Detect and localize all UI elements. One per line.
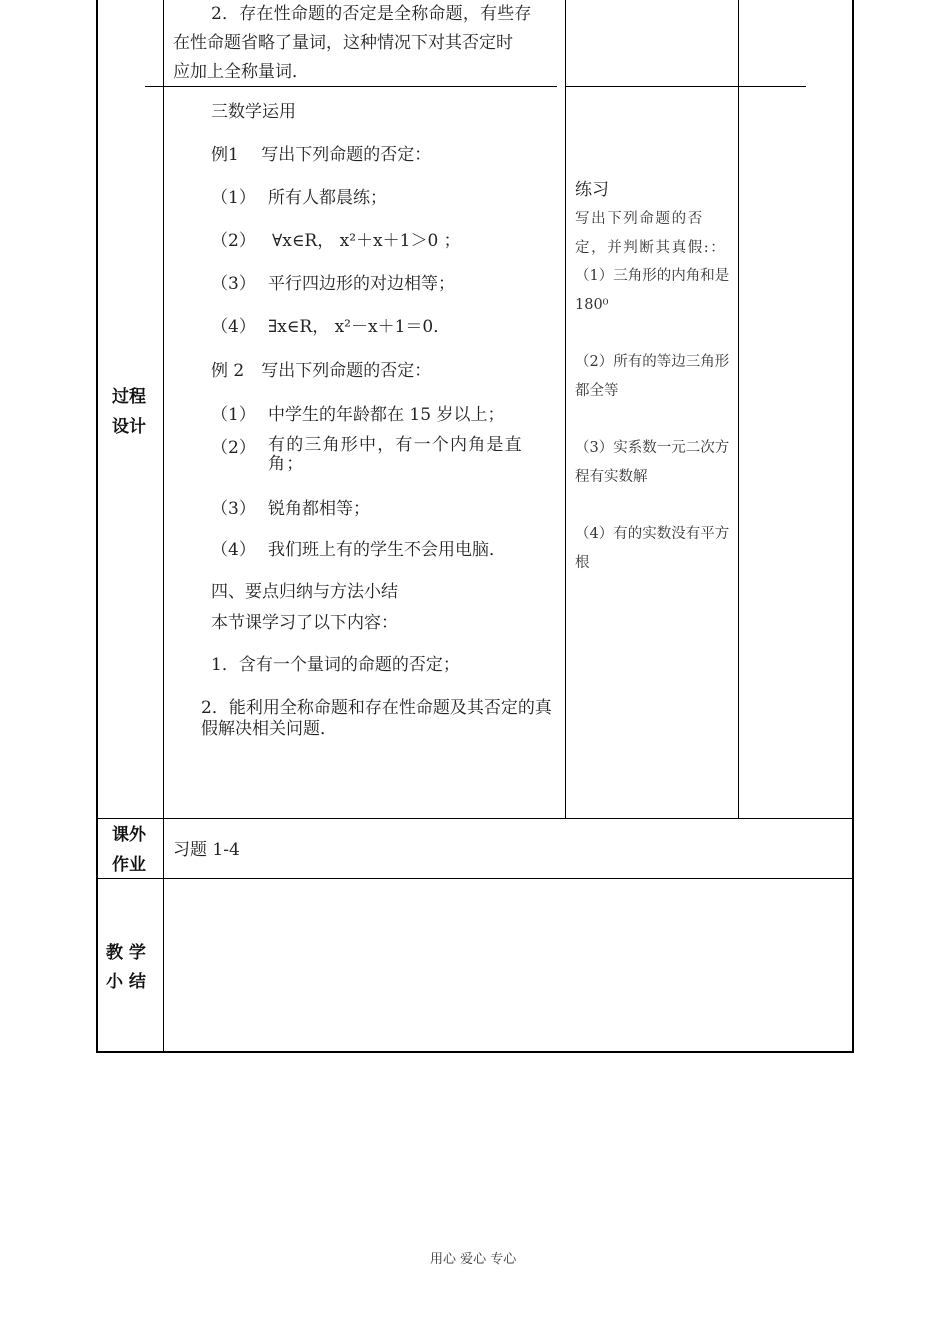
example-2-item-4-num: （4） — [211, 540, 256, 560]
practice-item-4: （4）有的实数没有平方根 — [575, 526, 730, 571]
page-footer: 用心 爱心 专心 — [430, 1252, 517, 1267]
example-1-title: 例1 写出下列命题的否定： — [211, 145, 432, 165]
example-2-title: 例 2 写出下列命题的否定： — [211, 361, 432, 381]
table-left-border — [96, 0, 98, 1053]
homework-label-line-2: 作业 — [112, 855, 146, 875]
table-bottom-border — [96, 1051, 854, 1053]
label-column-divider — [163, 0, 164, 1053]
practice-item-3: （3）实系数一元二次方程有实数解 — [575, 440, 730, 485]
example-1-item-2-text — [272, 229, 461, 253]
example-1-item-3-num: （3） — [211, 274, 256, 294]
practice-column-right-divider — [738, 0, 739, 819]
example-2-item-3-text: 锐角都相等； — [268, 499, 370, 519]
example-1-item-4-text: ∃x∈R， x²－x＋1＝0． — [268, 317, 451, 337]
practice-intro: 写出下列命题的否定，并判断其真假:： — [575, 211, 727, 256]
example-2-item-2-num: （2） — [211, 438, 256, 458]
homework-content: 习题 1-4 — [173, 840, 240, 860]
summary-item-1: 1．含有一个量词的命题的否定； — [211, 655, 460, 675]
summary-intro: 本节课学习了以下内容： — [211, 613, 398, 633]
section-3-title: 三数学运用 — [211, 102, 296, 122]
process-label-line-1: 过程 — [112, 387, 146, 407]
top-note-line-3: 应加上全称量词． — [173, 62, 309, 82]
process-label-line-2: 设计 — [112, 417, 146, 437]
example-1-item-2-formula: ∀x∈R， x²＋x＋1＞0 ； — [272, 231, 461, 251]
example-2-item-4-text: 我们班上有的学生不会用电脑． — [268, 540, 506, 560]
summary-item-2: 2．能利用全称命题和存在性命题及其否定的真假解决相关问题． — [201, 698, 552, 739]
summary-label-line-2: 小 结 — [106, 972, 146, 992]
example-1-item-2-num: （2） — [211, 231, 256, 251]
table-right-border — [852, 0, 854, 1053]
example-2-item-2-text: 有的三角形中，有一个内角是直角； — [268, 435, 523, 474]
example-2-item-3-num: （3） — [211, 499, 256, 519]
practice-column-left-divider — [565, 0, 566, 819]
section-divider-right — [565, 86, 806, 87]
section-4-title: 四、要点归纳与方法小结 — [211, 582, 398, 602]
example-1-item-4-num: （4） — [211, 317, 256, 337]
row-divider-summary-top — [97, 878, 853, 879]
practice-item-2: （2）所有的等边三角形都全等 — [575, 354, 730, 399]
example-1-item-1-text: 所有人都晨练； — [268, 188, 387, 208]
example-1-item-3-text: 平行四边形的对边相等； — [268, 274, 455, 294]
practice-title: 练习 — [575, 180, 609, 200]
practice-item-1: （1）三角形的内角和是 180⁰ — [575, 268, 730, 313]
top-note-line-1: 2．存在性命题的否定是全称命题，有些存 — [211, 4, 532, 24]
section-divider-left — [145, 86, 557, 87]
example-2-item-1-text: 中学生的年龄都在 15 岁以上； — [268, 405, 505, 425]
example-1-item-1-num: （1） — [211, 188, 256, 208]
summary-label-line-1: 教 学 — [106, 943, 146, 963]
top-note-line-2: 在性命题省略了量词，这种情况下对其否定时 — [173, 33, 513, 53]
row-divider-homework-top — [97, 818, 853, 819]
homework-label-line-1: 课外 — [112, 825, 146, 845]
example-2-item-1-num: （1） — [211, 405, 256, 425]
